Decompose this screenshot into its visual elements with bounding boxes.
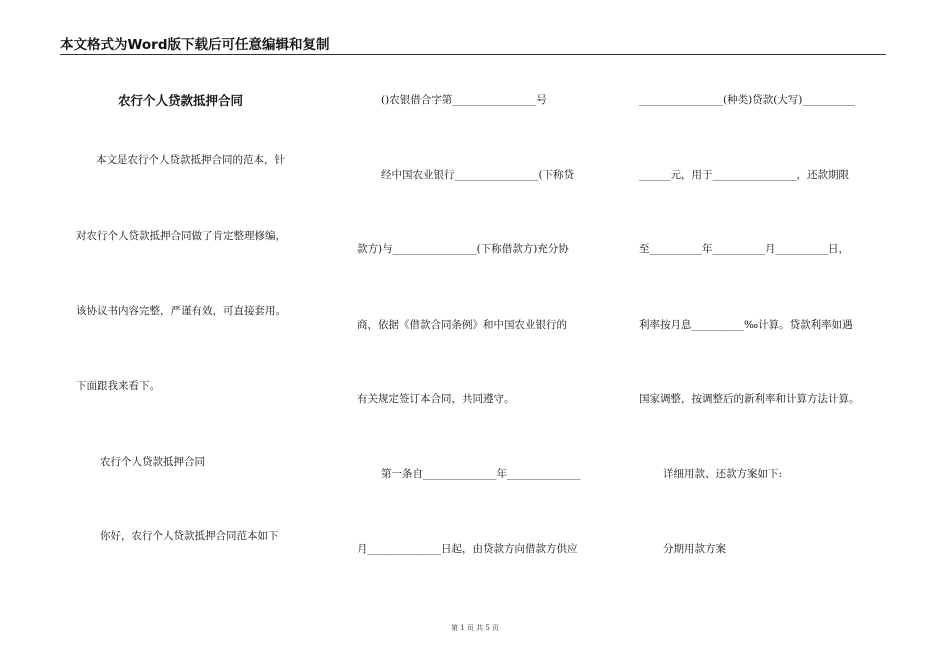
paragraph-line: 本文是农行个人贷款抵押合同的范本，针 [96,154,285,166]
paragraph-line: ______元，用于________________，还款期限 [639,169,849,181]
paragraph-line: 商，依据《借款合同条例》和中国农业银行的 [357,319,567,331]
paragraph-line: 第一条自______________年______________ [381,468,581,480]
document-header: 本文格式为Word版下载后可任意编辑和复制 [60,37,330,53]
paragraph-line: 款方)与________________(下称借款方)充分协 [357,243,569,255]
paragraph-line: 利率按月息__________‰计算。贷款利率如遇 [639,319,853,331]
paragraph-line: ________________(种类)贷款(大写)__________ [639,94,855,106]
paragraph-line: 经中国农业银行________________(下称贷 [381,169,575,181]
paragraph-line: 至__________年__________月__________日， [639,243,849,255]
paragraph-line: 对农行个人贷款抵押合同做了肯定整理修编， [76,230,286,242]
paragraph-line: 国家调整，按调整后的新利率和计算方法计算。 [639,393,860,405]
paragraph-line: 该协议书内容完整，严谨有效，可直接套用。 [76,305,286,317]
paragraph-line: ()农银借合字第________________号 [381,94,547,106]
paragraph-line: 农行个人贷款抵押合同 [100,456,205,468]
text-column-3 [639,0,889,672]
paragraph-line: 详细用款、还款方案如下: [663,468,783,480]
paragraph-line: 分期用款方案 [663,543,726,555]
paragraph-line: 有关规定签订本合同，共同遵守。 [357,393,515,405]
paragraph-line: 月______________日起，由贷款方向借款方供应 [357,543,578,555]
text-column-2 [357,0,607,672]
text-column-1 [76,0,326,672]
page-number: 第 1 页 共 5 页 [450,624,500,632]
paragraph-line: 下面跟我来看下。 [76,380,160,392]
paragraph-line: 你好，农行个人贷款抵押合同范本如下 [100,530,279,542]
document-title: 农行个人贷款抵押合同 [118,93,244,108]
